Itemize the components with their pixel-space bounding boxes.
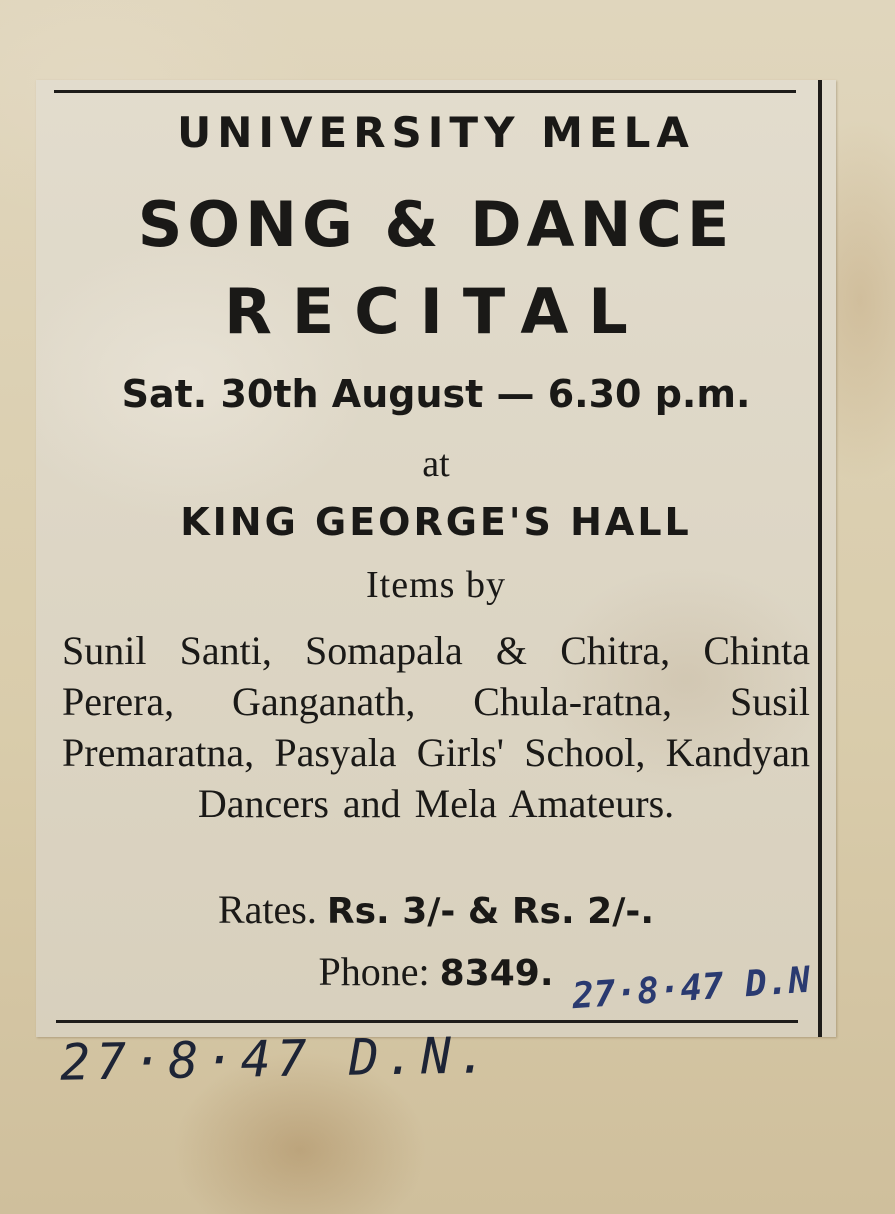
phone-label: Phone: — [318, 949, 430, 994]
title-line-1: SONG & DANCE — [137, 188, 735, 261]
handwritten-date-note: 27·8·47 D.N. — [59, 1026, 494, 1092]
handwritten-corner-note: 27·8·47 D.N — [570, 959, 812, 1018]
at-text: at — [422, 443, 450, 485]
title-line-2: RECITAL — [224, 275, 648, 348]
performers-list: Sunil Santi, Somapala & Chitra, Chinta Perera, Ganganath, Chula-ratna, Susil Premaratna, Pasyala Girls' School, Kandyan Dancers and Mela Amateurs. — [62, 628, 810, 826]
rates-label: Rates. — [217, 887, 317, 932]
top-rule — [54, 90, 796, 93]
items-by: Items by — [366, 564, 506, 606]
rates — [36, 886, 836, 933]
bottom-rule — [56, 1020, 798, 1023]
heading: UNIVERSITY MELA — [177, 108, 695, 157]
newspaper-clipping — [36, 80, 836, 1037]
venue: KING GEORGE'S HALL — [180, 500, 692, 544]
phone-value: 8349. — [439, 953, 554, 994]
event-datetime: Sat. 30th August — 6.30 p.m. — [121, 372, 751, 416]
rates-value: Rs. 3/- & Rs. 2/-. — [326, 891, 654, 932]
